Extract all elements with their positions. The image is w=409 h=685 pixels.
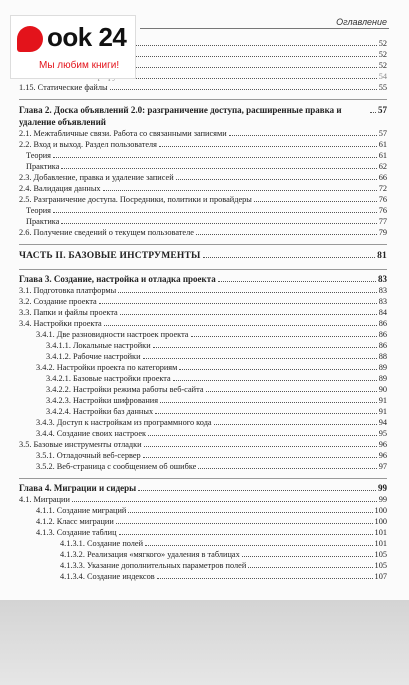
dot-leader	[198, 468, 376, 469]
toc-entry-title: 3.4.1.1. Локальные настройки	[46, 341, 151, 350]
toc-entry-page: 52	[378, 61, 387, 70]
toc-entry-page: 72	[378, 184, 387, 193]
toc-entry	[19, 494, 387, 505]
toc-entry-title: 3.4.1.2. Рабочие настройки	[46, 352, 141, 361]
toc-entry	[19, 373, 387, 384]
toc-entry-page: 101	[374, 528, 387, 537]
toc-entry-page: 88	[378, 352, 387, 361]
toc-entry-title: 1.15. Статические файлы	[19, 83, 108, 92]
toc-entry-page: 96	[378, 440, 387, 449]
toc-entry-page: 76	[378, 195, 387, 204]
toc-entry-page: 61	[378, 140, 387, 149]
toc-entry	[19, 194, 387, 205]
toc-entry	[19, 461, 387, 472]
toc-entry-page: 96	[378, 451, 387, 460]
part-heading-page: 81	[377, 251, 387, 261]
toc-entry	[19, 183, 387, 194]
dot-leader	[214, 424, 377, 425]
toc-entry-title: 2.3. Добавление, правка и удаление записей	[19, 173, 174, 182]
toc-entry-title: Практика	[26, 162, 60, 171]
dot-leader	[176, 179, 377, 180]
toc-entry	[19, 329, 387, 340]
toc-entry-page: 95	[378, 429, 387, 438]
toc-entry	[19, 395, 387, 406]
dot-leader	[218, 281, 376, 282]
dot-leader	[157, 578, 373, 579]
toc-entry-title: 2.2. Вход и выход. Раздел пользователя	[19, 140, 157, 149]
toc-entry-title: 3.4.3. Доступ к настройкам из программного кода	[36, 418, 212, 427]
dot-leader	[128, 512, 372, 513]
dot-leader	[53, 212, 377, 213]
toc-entry	[19, 82, 387, 93]
toc-entry	[19, 538, 387, 549]
toc-entry-page: 57	[378, 129, 387, 138]
dot-leader	[99, 303, 377, 304]
dot-leader	[242, 556, 373, 557]
toc-entry-page: 91	[378, 407, 387, 416]
toc-entry-title: 3.5.1. Отладочный веб-сервер	[36, 451, 141, 460]
toc-entry-title: 4.1.2. Класс миграции	[36, 517, 114, 526]
toc-entry	[19, 351, 387, 362]
toc-entry-page: 83	[378, 286, 387, 295]
toc-entry	[19, 139, 387, 150]
toc-entry	[19, 172, 387, 183]
toc-entry	[19, 340, 387, 351]
toc-entry-page: 86	[378, 341, 387, 350]
chapter-heading-title: Глава 2. Доска объявлений 2.0: разграничение доступа, расширенные правка и удаление объявлений	[19, 105, 342, 127]
toc-entry-page: 105	[374, 550, 387, 559]
toc-entry	[19, 560, 387, 571]
toc-entry-title: 3.5.2. Веб-страница с сообщением об ошибке	[36, 462, 197, 471]
chapter-heading-page: 57	[378, 105, 387, 115]
toc-entry-title: Теория	[26, 151, 51, 160]
toc-entry	[19, 150, 387, 161]
header-rule	[140, 28, 389, 29]
toc-entry-page: 52	[378, 39, 387, 48]
chapter-heading-page: 99	[378, 483, 387, 493]
toc-entry-page: 91	[378, 396, 387, 405]
toc-entry-page: 99	[378, 495, 387, 504]
toc-entry	[19, 450, 387, 461]
logo-brand: ook 24	[47, 22, 127, 52]
toc-entry	[19, 216, 387, 227]
toc-entry-page: 101	[374, 539, 387, 548]
toc-entry-title: 3.3. Папки и файлы проекта	[19, 308, 118, 317]
toc-entry-title: Теория	[26, 206, 51, 215]
toc-entry	[19, 406, 387, 417]
toc-entry-page: 89	[378, 374, 387, 383]
toc-entry-page: 90	[378, 385, 387, 394]
toc-entry-page: 86	[378, 319, 387, 328]
dot-leader	[370, 112, 376, 113]
section-divider	[19, 244, 387, 245]
dot-leader	[191, 336, 377, 337]
toc-entry	[19, 571, 387, 582]
toc-entry-title: 4.1.3.2. Реализация «мягкого» удаления в таблицах	[60, 550, 240, 559]
toc-entry	[19, 205, 387, 216]
dot-leader	[116, 523, 373, 524]
toc-entry	[19, 516, 387, 527]
toc-entry-title: 4.1.1. Создание миграций	[36, 506, 127, 515]
dot-leader	[229, 135, 377, 136]
dot-leader	[143, 358, 377, 359]
toc-entry-page: 66	[378, 173, 387, 182]
toc-entry	[19, 128, 387, 139]
toc-entry	[19, 307, 387, 318]
toc-entry-title: 3.4.2.3. Настройки шифрования	[46, 396, 159, 405]
toc-entry	[19, 505, 387, 516]
chapter-heading-page: 83	[378, 274, 387, 284]
toc-entry-title: 3.1. Подготовка платформы	[19, 286, 117, 295]
toc-entry-title: 2.5. Разграничение доступа. Посредники, политики и провайдеры	[19, 195, 252, 204]
chapter-heading-title: Глава 3. Создание, настройка и отладка проекта	[19, 274, 216, 284]
chapter-heading-title: Глава 4. Миграции и сидеры	[19, 483, 137, 493]
toc-entry	[19, 384, 387, 395]
toc-entry-title: 4.1.3.1. Создание полей	[60, 539, 144, 548]
toc-entry-page: 83	[378, 297, 387, 306]
dot-leader	[138, 490, 376, 491]
dot-leader	[203, 257, 376, 258]
page-background	[0, 600, 409, 685]
toc-entry-title: 3.4.2.2. Настройки режима работы веб-сайта	[46, 385, 204, 394]
toc-entry-title: 3.4.4. Создание своих настроек	[36, 429, 147, 438]
toc-entry-title: 4.1.3.4. Создание индексов	[60, 572, 155, 581]
toc-entry-page: 100	[374, 506, 387, 515]
dot-leader	[104, 325, 377, 326]
chapter-heading	[19, 104, 387, 128]
toc-entry-page: 54	[378, 72, 387, 81]
toc-entry-page: 52	[378, 50, 387, 59]
toc-entry-page: 86	[378, 330, 387, 339]
dot-leader	[160, 402, 377, 403]
toc-entry-page: 84	[378, 308, 387, 317]
toc-entry	[19, 296, 387, 307]
chapter-heading	[19, 274, 387, 285]
toc-entry	[19, 362, 387, 373]
book24-logo	[10, 15, 136, 79]
toc-entry-title: 3.4. Настройки проекта	[19, 319, 102, 328]
toc-entry-page: 105	[374, 561, 387, 570]
toc-entry-page: 89	[378, 363, 387, 372]
toc-entry	[19, 527, 387, 538]
dot-leader	[143, 457, 377, 458]
toc-entry-page: 94	[378, 418, 387, 427]
dot-leader	[53, 157, 377, 158]
dot-leader	[72, 501, 377, 502]
dot-leader	[254, 201, 377, 202]
running-header: Оглавление	[336, 17, 387, 27]
toc-entry-title: 4.1.3. Создание таблиц	[36, 528, 117, 537]
toc-entry-page: 107	[374, 572, 387, 581]
dot-leader	[61, 223, 376, 224]
toc-entry	[19, 417, 387, 428]
toc-entry-title: 4.1. Миграции	[19, 495, 70, 504]
toc-entry	[19, 227, 387, 238]
toc-entry-title: 2.1. Межтабличные связи. Работа со связанными записями	[19, 129, 227, 138]
dot-leader	[145, 545, 372, 546]
toc-entry-page: 76	[378, 206, 387, 215]
dot-leader	[155, 413, 377, 414]
table-of-contents	[19, 38, 387, 582]
part-heading-title: ЧАСТЬ II. БАЗОВЫЕ ИНСТРУМЕНТЫ	[19, 251, 201, 261]
toc-entry-title: 2.4. Валидация данных	[19, 184, 101, 193]
toc-entry-title: 3.4.2. Настройки проекта по категориям	[36, 363, 178, 372]
toc-entry	[19, 439, 387, 450]
toc-entry-title: 3.4.2.4. Настройки баз данных	[46, 407, 154, 416]
section-divider	[19, 478, 387, 479]
toc-entry-page: 100	[374, 517, 387, 526]
toc-entry-title: 3.2. Создание проекта	[19, 297, 97, 306]
section-divider	[19, 269, 387, 270]
dot-leader	[173, 380, 377, 381]
dot-leader	[120, 314, 377, 315]
dot-leader	[119, 534, 373, 535]
dot-leader	[128, 78, 377, 79]
toc-entry-title: 3.4.1. Две разновидности настроек проекта	[36, 330, 189, 339]
toc-entry	[19, 428, 387, 439]
toc-entry-title: 3.4.2.1. Базовые настройки проекта	[46, 374, 171, 383]
dot-leader	[118, 292, 377, 293]
part-heading	[19, 249, 387, 263]
dot-leader	[144, 446, 377, 447]
logo-b-icon	[17, 26, 43, 52]
toc-entry-title: 4.1.3.3. Указание дополнительных параметров полей	[60, 561, 247, 570]
dot-leader	[103, 190, 377, 191]
toc-entry-page: 55	[378, 83, 387, 92]
toc-entry-title: 2.6. Получение сведений о текущем пользователе	[19, 228, 194, 237]
toc-entry-page: 79	[378, 228, 387, 237]
dot-leader	[61, 168, 376, 169]
dot-leader	[110, 89, 377, 90]
dot-leader	[159, 146, 377, 147]
toc-entry	[19, 161, 387, 172]
section-divider	[19, 99, 387, 100]
toc-entry-page: 77	[378, 217, 387, 226]
dot-leader	[179, 369, 376, 370]
toc-entry	[19, 549, 387, 560]
toc-entry-page: 62	[378, 162, 387, 171]
toc-entry-title: Практика	[26, 217, 60, 226]
toc-entry-page: 97	[378, 462, 387, 471]
dot-leader	[248, 567, 372, 568]
toc-entry	[19, 318, 387, 329]
dot-leader	[148, 435, 377, 436]
toc-entry-title: 3.5. Базовые инструменты отладки	[19, 440, 142, 449]
chapter-heading	[19, 483, 387, 494]
dot-leader	[206, 391, 377, 392]
dot-leader	[196, 234, 377, 235]
toc-entry-page: 61	[378, 151, 387, 160]
toc-entry	[19, 285, 387, 296]
dot-leader	[153, 347, 377, 348]
logo-slogan: Мы любим книги!	[39, 60, 120, 71]
